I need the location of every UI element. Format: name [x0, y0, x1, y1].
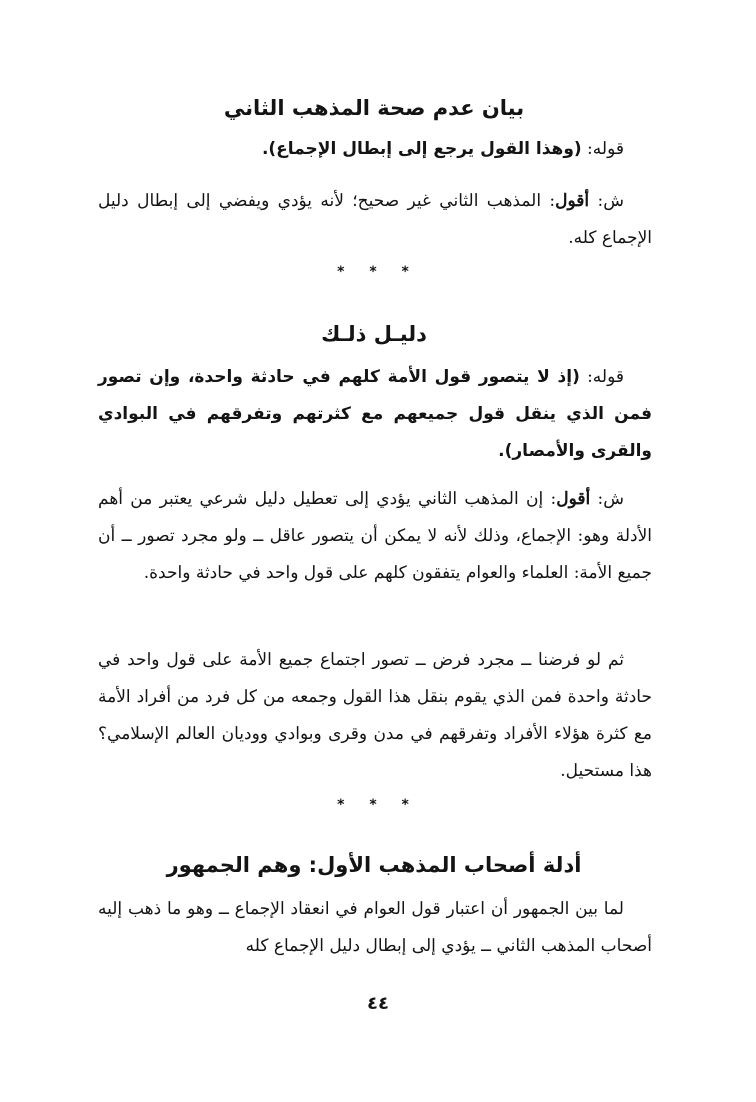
quote-text: (إذ لا يتصور قول الأمة كلهم في حادثة واحدة، وإن تصور فمن الذي ينقل قول جميعهم مع كثرتهم وتفرقهم في البوادي والقرى والأمصار). — [98, 367, 652, 461]
quote-paragraph-2 — [98, 359, 652, 470]
commentary-label: أقول — [555, 191, 590, 211]
body-paragraph-majority — [98, 891, 652, 965]
section-separator: * * * — [337, 797, 419, 813]
paragraph-text: لما بين الجمهور أن اعتبار قول العوام في انعقاد الإجماع ــ وهو ما ذهب إليه أصحاب المذهب الثاني ــ يؤدي إلى إبطال دليل الإجماع كله — [98, 899, 652, 956]
quote-text: (وهذا القول يرجع إلى إبطال الإجماع). — [261, 139, 582, 159]
page-number: ٤٤ — [367, 993, 389, 1014]
section-heading-invalidity: بيان عدم صحة المذهب الثاني — [223, 96, 525, 120]
commentary-paragraph-2 — [98, 481, 652, 592]
section-heading-evidence: دليـل ذلـك — [321, 322, 427, 346]
section-heading-majority-evidence: أدلة أصحاب المذهب الأول: وهم الجمهور — [166, 853, 582, 877]
quote-label: قوله: — [581, 139, 624, 159]
commentary-text: : المذهب الثاني غير صحيح؛ لأنه يؤدي ويفضي إلى إبطال دليل الإجماع كله. — [98, 191, 652, 248]
section-separator: * * * — [337, 264, 419, 280]
commentary-label: أقول — [556, 489, 591, 509]
quote-label: قوله: — [579, 367, 625, 387]
commentary-paragraph-1 — [98, 183, 652, 257]
body-paragraph-hypothesis — [98, 642, 652, 790]
commentary-prefix: ش: — [589, 191, 624, 211]
quote-paragraph-1 — [98, 131, 652, 168]
paragraph-text: ثم لو فرضنا ــ مجرد فرض ــ تصور اجتماع جميع الأمة على قول واحد في حادثة واحدة فمن الذي يقوم بنقل هذا القول وجمعه من كل فرد من أفراد الأمة مع كثرة هؤلاء الأفراد وتفرقهم في مدن وقرى وبوادي ووديان العالم الإسلامي؟ هذا مستحيل. — [98, 650, 652, 781]
commentary-text: : إن المذهب الثاني يؤدي إلى تعطيل دليل شرعي يعتبر من أهم الأدلة وهو: الإجماع، وذلك لأنه لا يمكن أن يتصور عاقل ــ ولو مجرد تصور ــ أن جميع الأمة: العلماء والعوام يتفقون كلهم على قول واحد في حادثة واحدة. — [98, 489, 652, 583]
commentary-prefix: ش: — [590, 489, 624, 509]
